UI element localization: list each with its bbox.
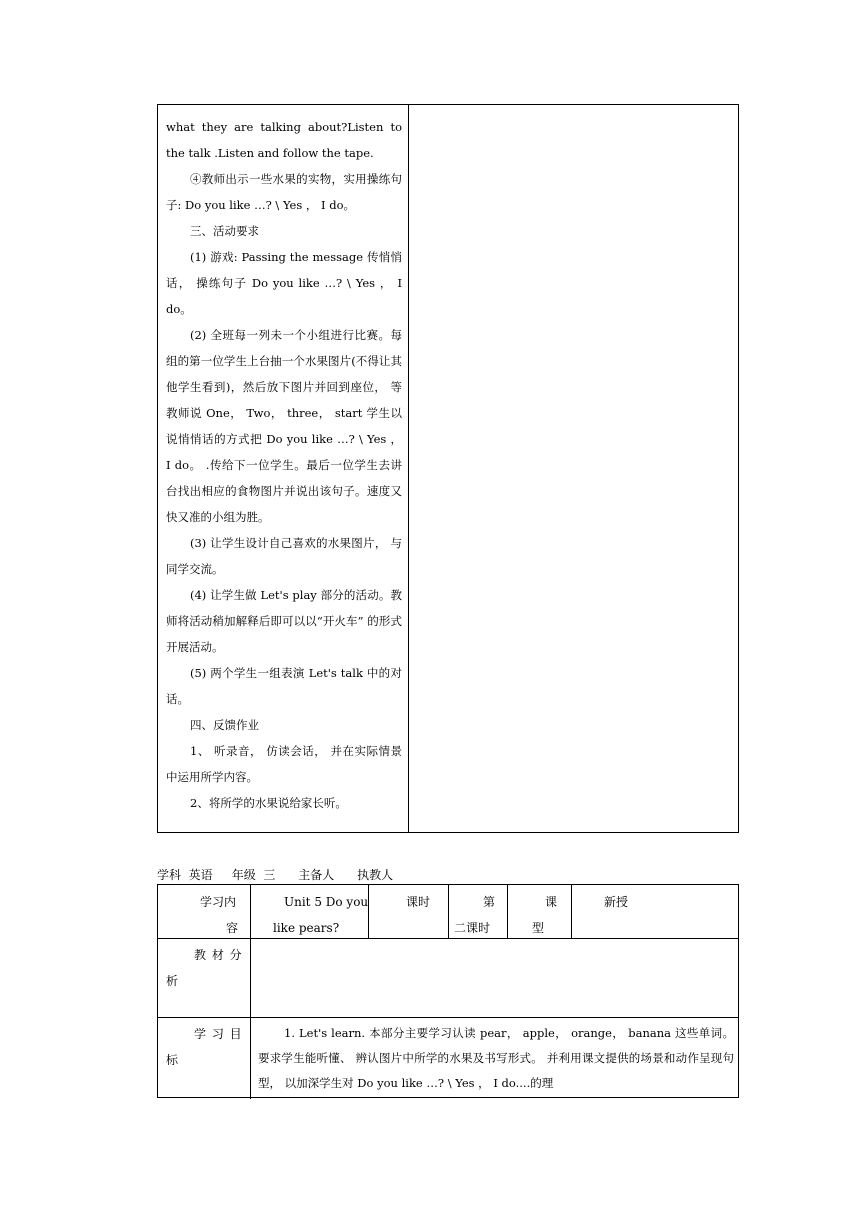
row-line-2 [158, 1017, 738, 1018]
row-line-1 [158, 938, 738, 939]
period-label: 课时 [406, 895, 431, 909]
goal-label-1: 学 习 目 [194, 1027, 243, 1041]
col-line-4 [507, 885, 508, 938]
paragraph-9: 四、反馈作业 [190, 718, 259, 732]
col-line-5 [571, 885, 572, 938]
paragraph-7: (4) 让学生做 Let's play 部分的活动。教师将活动稍加解释后即可以以“开火车” 的形式开展活动。 [166, 588, 402, 654]
paragraph-6: (3) 让学生设计自己喜欢的水果图片， 与同学交流。 [166, 536, 402, 576]
paragraph-2: ④教师出示一些水果的实物，实用操练句子: Do you like …? \ Yes ， I do。 [166, 172, 402, 212]
paragraph-3: 三、活动要求 [190, 224, 259, 238]
paragraph-5: (2) 全班每一列未一个小组进行比赛。每组的第一位学生上台抽一个水果图片(不得让其他学生看到)，然后放下图片并回到座位， 等教师说 One， Two， three， start 学生以说悄悄话的方式把 Do you like …? \ Yes ， I do。 .传给下一位学生。最后一位学生去讲台找出相应的食物图片并说出该句子。速度又快又准的小组为胜。 [166, 328, 402, 524]
paragraph-8: (5) 两个学生一组表演 Let's talk 中的对话。 [166, 666, 402, 706]
period-value-1: 第 [483, 895, 496, 909]
col-line-3 [448, 885, 449, 938]
period-value-2: 二课时 [454, 921, 491, 935]
goal-label-2: 标 [166, 1053, 179, 1067]
paragraph-11: 2、将所学的水果说给家长听。 [190, 796, 347, 810]
type-label-2: 型 [532, 921, 545, 935]
activity-text [166, 114, 402, 816]
content-label-1: 学习内 [200, 895, 237, 909]
paragraph-1: what they are talking about?Listen to the talk .Listen and follow the tape. [166, 120, 402, 160]
upper-table [157, 104, 739, 833]
column-divider [408, 105, 409, 832]
type-label-1: 课 [545, 895, 558, 909]
unit-title-2: like pears? [273, 921, 340, 935]
paragraph-4: (1) 游戏: Passing the message 传悄悄话， 操练句子 Do you like …? \ Yes ， I do。 [166, 250, 402, 316]
paragraph-10: 1、 听录音， 仿读会话， 并在实际情景中运用所学内容。 [166, 744, 402, 784]
unit-title-1: Unit 5 Do you [284, 895, 369, 909]
analysis-label-1: 教 材 分 [194, 948, 243, 962]
label-column-line [250, 885, 251, 1099]
analysis-label-2: 析 [166, 974, 179, 988]
goal-text: 1. Let's learn. 本部分主要学习认读 pear， apple， orange， banana 这些单词。 要求学生能听懂、 辨认图片中所学的水果及书写形式。 并利用课文提供的场景和动作呈现句型， 以加深学生对 Do you like …? \ Yes ， I do....的理 [258, 1026, 734, 1090]
lesson-table [157, 884, 739, 1098]
content-label-2: 容 [226, 921, 239, 935]
type-value: 新授 [604, 895, 629, 909]
lesson-meta-line: 学科 英语 年级 三 主备人 执教人 [157, 868, 394, 882]
